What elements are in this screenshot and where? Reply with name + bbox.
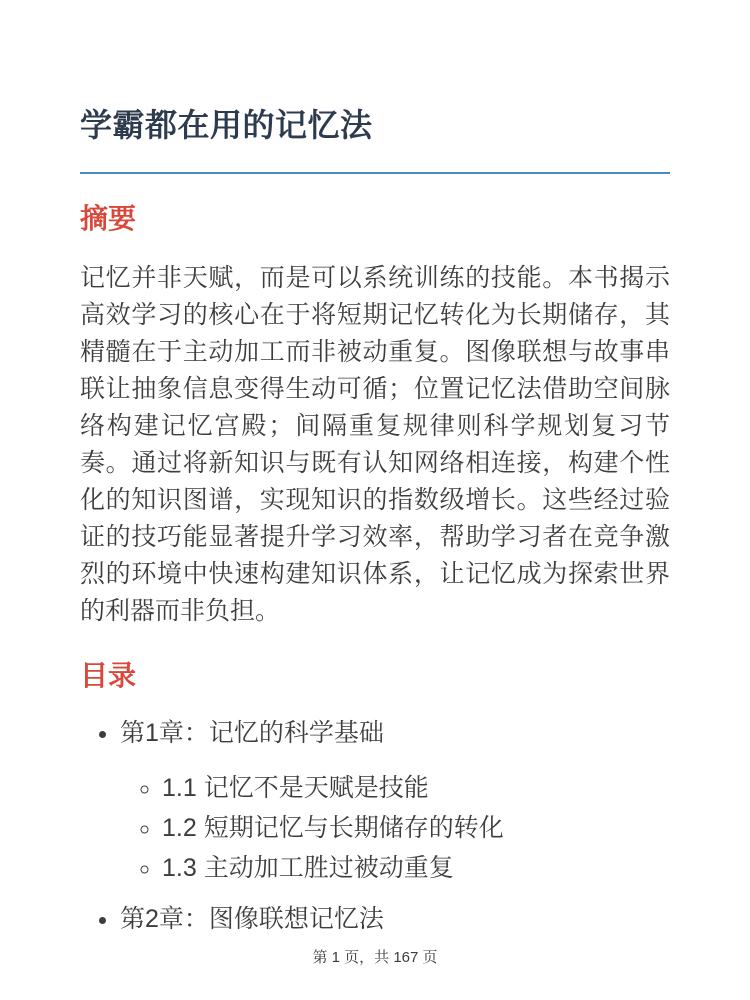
toc-subitem-1-1: ◦ 1.1 记忆不是天赋是技能 [162,768,670,808]
toc-heading: 目录 [80,660,137,691]
toc-sublist-chapter1 [120,768,670,888]
title-divider [80,172,670,174]
toc-item-chapter2 [120,899,670,939]
toc-item-chapter2-label: 第2章：图像联想记忆法 [120,905,384,933]
abstract-section [80,200,670,630]
page-title: 学霸都在用的记忆法 [80,107,373,143]
toc-item-chapter1-label: 第1章：记忆的科学基础 [120,719,384,747]
toc-list [80,713,670,939]
abstract-heading: 摘要 [80,203,137,234]
toc-item-chapter1 [120,713,670,888]
toc-section [80,657,670,939]
abstract-paragraph: 记忆并非天赋，而是可以系统训练的技能。本书揭示高效学习的核心在于将短期记忆转化为长期储存，其精髓在于主动加工而非被动重复。图像联想与故事串联让抽象信息变得生动可循；位置记忆法借助空间脉络构建记忆宫殿；间隔重复规律则科学规划复习节奏。通过将新知识与既有认知网络相连接，构建个性化的知识图谱，实现知识的指数级增长。这些经过验证的技巧能显著提升学习效率，帮助学习者在竞争激烈的环境中快速构建知识体系，让记忆成为探索世界的利器而非负担。 [80,264,670,625]
toc-subitem-1-2: ◦ 1.2 短期记忆与长期储存的转化 [162,808,670,848]
page-number-indicator: 第 1 页，共 167 页 [312,949,438,966]
toc-subitem-1-3: ◦ 1.3 主动加工胜过被动重复 [162,848,670,888]
